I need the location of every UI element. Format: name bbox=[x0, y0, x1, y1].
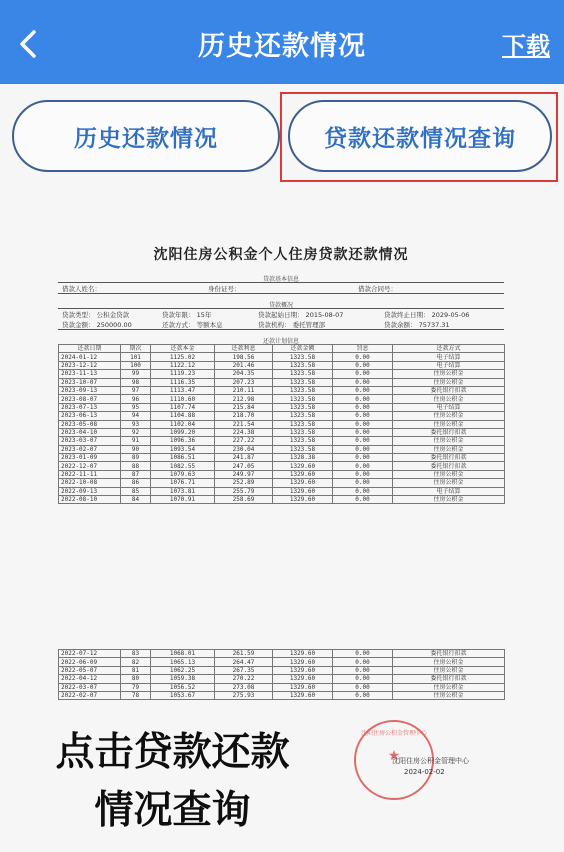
table-row bbox=[59, 650, 505, 658]
table-row bbox=[59, 487, 505, 495]
table-cell: 2022-12-07 bbox=[59, 462, 121, 470]
instruction-caption bbox=[0, 724, 345, 840]
table-cell: 1099.20 bbox=[151, 428, 215, 436]
column-header: 还款本金 bbox=[151, 345, 215, 353]
table-cell: 2023-07-13 bbox=[59, 403, 121, 411]
table-cell: 2022-02-07 bbox=[59, 691, 121, 699]
table-cell: 2023-10-07 bbox=[59, 378, 121, 386]
table-cell: 0.00 bbox=[333, 437, 393, 445]
table-cell: 1086.51 bbox=[151, 454, 215, 462]
table-cell: 87 bbox=[121, 470, 151, 478]
table-cell: 1073.81 bbox=[151, 487, 215, 495]
table-cell: 0.00 bbox=[333, 691, 393, 699]
table-cell: 1113.47 bbox=[151, 386, 215, 394]
table-cell: 住房公积金 bbox=[393, 683, 505, 691]
loan-start-date: 贷款起始日期： 2015-08-07 bbox=[258, 310, 344, 319]
table-cell: 2023-06-13 bbox=[59, 412, 121, 420]
table-cell: 230.04 bbox=[215, 445, 273, 453]
table-cell: 207.23 bbox=[215, 378, 273, 386]
repayment-document-continued bbox=[58, 649, 504, 700]
table-cell: 1329.60 bbox=[273, 462, 333, 470]
section-basic-info: 贷款基本信息 bbox=[262, 276, 299, 283]
caption-line-2: 情况查询 bbox=[94, 788, 251, 833]
table-cell: 电子结算 bbox=[393, 353, 505, 361]
table-row bbox=[59, 445, 505, 453]
table-cell: 住房公积金 bbox=[393, 420, 505, 428]
table-cell: 1323.58 bbox=[273, 403, 333, 411]
table-cell: 1323.58 bbox=[273, 420, 333, 428]
table-cell: 1102.04 bbox=[151, 420, 215, 428]
table-cell: 101 bbox=[121, 353, 151, 361]
table-cell: 0.00 bbox=[333, 487, 393, 495]
table-row bbox=[59, 675, 505, 683]
table-cell: 1323.58 bbox=[273, 412, 333, 420]
table-cell: 2022-04-12 bbox=[59, 675, 121, 683]
table-row bbox=[59, 403, 505, 411]
table-cell: 252.89 bbox=[215, 479, 273, 487]
table-cell: 90 bbox=[121, 445, 151, 453]
table-row bbox=[59, 361, 505, 369]
table-cell: 1323.58 bbox=[273, 437, 333, 445]
table-cell: 215.84 bbox=[215, 403, 273, 411]
table-cell: 2022-06-09 bbox=[59, 658, 121, 666]
table-cell: 0.00 bbox=[333, 462, 393, 470]
table-row bbox=[59, 437, 505, 445]
table-row bbox=[59, 496, 505, 504]
table-cell: 1110.60 bbox=[151, 395, 215, 403]
table-cell: 0.00 bbox=[333, 428, 393, 436]
table-cell: 2023-12-12 bbox=[59, 361, 121, 369]
table-cell: 2023-02-07 bbox=[59, 445, 121, 453]
table-row bbox=[59, 378, 505, 386]
table-cell: 100 bbox=[121, 361, 151, 369]
loan-overview-row-1 bbox=[58, 309, 504, 319]
table-cell: 1082.55 bbox=[151, 462, 215, 470]
borrower-name-label: 借款人姓名： bbox=[62, 284, 101, 293]
table-cell: 0.00 bbox=[333, 353, 393, 361]
table-cell: 247.05 bbox=[215, 462, 273, 470]
tab-loan-repayment-query[interactable]: 贷款还款情况查询 bbox=[288, 100, 552, 172]
loan-amount: 贷款金额： 250000.00 bbox=[62, 320, 132, 329]
seal-text: 沈阳住房公积金管理中心 bbox=[360, 730, 427, 737]
table-row bbox=[59, 462, 505, 470]
table-cell: 0.00 bbox=[333, 496, 393, 504]
table-cell: 1119.23 bbox=[151, 370, 215, 378]
tab-history-repayment[interactable]: 历史还款情况 bbox=[12, 100, 280, 172]
table-cell: 2023-09-13 bbox=[59, 386, 121, 394]
table-cell: 1062.25 bbox=[151, 666, 215, 674]
table-cell: 0.00 bbox=[333, 666, 393, 674]
table-cell: 1096.36 bbox=[151, 437, 215, 445]
column-header: 还款日期 bbox=[59, 345, 121, 353]
table-cell: 227.22 bbox=[215, 437, 273, 445]
table-row bbox=[59, 691, 505, 699]
loan-agency: 贷款机构： 委托管理部 bbox=[258, 320, 326, 329]
table-cell: 0.00 bbox=[333, 420, 393, 428]
repayment-document bbox=[58, 244, 504, 504]
table-cell: 267.35 bbox=[215, 666, 273, 674]
table-cell: 93 bbox=[121, 420, 151, 428]
table-cell: 275.93 bbox=[215, 691, 273, 699]
table-cell: 1116.35 bbox=[151, 378, 215, 386]
table-cell: 0.00 bbox=[333, 683, 393, 691]
table-cell: 255.79 bbox=[215, 487, 273, 495]
table-cell: 273.08 bbox=[215, 683, 273, 691]
table-cell: 2023-04-10 bbox=[59, 428, 121, 436]
table-cell: 委托银行扣款 bbox=[393, 454, 505, 462]
table-cell: 2022-10-08 bbox=[59, 479, 121, 487]
table-cell: 1329.60 bbox=[273, 479, 333, 487]
table-cell: 2022-11-11 bbox=[59, 470, 121, 478]
loan-overview-row-2 bbox=[58, 319, 504, 329]
divider bbox=[58, 293, 504, 294]
table-cell: 住房公积金 bbox=[393, 691, 505, 699]
table-cell: 2023-01-09 bbox=[59, 454, 121, 462]
table-row bbox=[59, 658, 505, 666]
repayment-table-top bbox=[58, 344, 505, 504]
table-cell: 204.35 bbox=[215, 370, 273, 378]
table-cell: 86 bbox=[121, 479, 151, 487]
table-cell: 99 bbox=[121, 370, 151, 378]
column-header: 期次 bbox=[121, 345, 151, 353]
table-cell: 2023-08-07 bbox=[59, 395, 121, 403]
table-header-row bbox=[59, 345, 505, 353]
table-cell: 224.38 bbox=[215, 428, 273, 436]
table-cell: 1068.01 bbox=[151, 650, 215, 658]
table-cell: 住房公积金 bbox=[393, 496, 505, 504]
table-cell: 1329.60 bbox=[273, 666, 333, 674]
table-cell: 249.97 bbox=[215, 470, 273, 478]
table-cell: 84 bbox=[121, 496, 151, 504]
table-cell: 264.47 bbox=[215, 658, 273, 666]
table-cell: 97 bbox=[121, 386, 151, 394]
issuing-date: 2024-02-02 bbox=[404, 768, 445, 776]
table-row bbox=[59, 353, 505, 361]
table-cell: 0.00 bbox=[333, 470, 393, 478]
table-cell: 210.11 bbox=[215, 386, 273, 394]
table-cell: 94 bbox=[121, 412, 151, 420]
table-cell: 0.00 bbox=[333, 361, 393, 369]
table-cell: 委托银行扣款 bbox=[393, 386, 505, 394]
table-cell: 1323.58 bbox=[273, 361, 333, 369]
table-row bbox=[59, 428, 505, 436]
table-row bbox=[59, 470, 505, 478]
table-cell: 1323.58 bbox=[273, 370, 333, 378]
table-cell: 1323.58 bbox=[273, 428, 333, 436]
table-cell: 0.00 bbox=[333, 650, 393, 658]
table-cell: 电子结算 bbox=[393, 361, 505, 369]
borrower-info-row bbox=[58, 283, 504, 293]
table-cell: 2022-03-07 bbox=[59, 683, 121, 691]
table-cell: 1093.54 bbox=[151, 445, 215, 453]
top-navigation-bar bbox=[0, 0, 564, 84]
table-cell: 1056.52 bbox=[151, 683, 215, 691]
table-cell: 88 bbox=[121, 462, 151, 470]
table-cell: 1070.91 bbox=[151, 496, 215, 504]
table-cell: 住房公积金 bbox=[393, 395, 505, 403]
table-cell: 241.87 bbox=[215, 454, 273, 462]
table-cell: 212.98 bbox=[215, 395, 273, 403]
loan-term: 贷款年限： 15年 bbox=[162, 310, 212, 319]
table-row bbox=[59, 666, 505, 674]
column-header: 罚息 bbox=[333, 345, 393, 353]
table-cell: 0.00 bbox=[333, 412, 393, 420]
table-cell: 2022-05-07 bbox=[59, 666, 121, 674]
highlight-annotation-box bbox=[280, 92, 558, 182]
table-row bbox=[59, 454, 505, 462]
table-cell: 261.59 bbox=[215, 650, 273, 658]
table-cell: 1329.60 bbox=[273, 658, 333, 666]
table-cell: 住房公积金 bbox=[393, 470, 505, 478]
table-cell: 95 bbox=[121, 403, 151, 411]
table-cell: 83 bbox=[121, 650, 151, 658]
table-cell: 2023-05-08 bbox=[59, 420, 121, 428]
table-cell: 0.00 bbox=[333, 675, 393, 683]
table-cell: 1329.60 bbox=[273, 496, 333, 504]
table-cell: 91 bbox=[121, 437, 151, 445]
table-cell: 92 bbox=[121, 428, 151, 436]
star-icon: ★ bbox=[387, 748, 401, 764]
table-cell: 1059.38 bbox=[151, 675, 215, 683]
table-cell: 79 bbox=[121, 683, 151, 691]
table-cell: 1329.60 bbox=[273, 470, 333, 478]
table-row bbox=[59, 412, 505, 420]
loan-end-date: 贷款终止日期： 2029-05-06 bbox=[384, 310, 470, 319]
table-cell: 82 bbox=[121, 658, 151, 666]
repayment-method: 还款方式： 等额本息 bbox=[162, 320, 223, 329]
table-cell: 198.56 bbox=[215, 353, 273, 361]
table-cell: 0.00 bbox=[333, 454, 393, 462]
table-cell: 2023-03-07 bbox=[59, 437, 121, 445]
table-cell: 住房公积金 bbox=[393, 412, 505, 420]
table-cell: 2022-08-10 bbox=[59, 496, 121, 504]
id-number-label: 身份证号： bbox=[208, 284, 241, 293]
loan-type: 贷款类型： 公积金贷款 bbox=[62, 310, 130, 319]
column-header: 还款金额 bbox=[273, 345, 333, 353]
table-cell: 委托银行扣款 bbox=[393, 428, 505, 436]
column-header: 还款利息 bbox=[215, 345, 273, 353]
loan-balance: 贷款余额： 75737.31 bbox=[384, 320, 450, 329]
caption-line-1: 点击贷款还款 bbox=[55, 730, 290, 775]
table-row bbox=[59, 386, 505, 394]
section-loan-overview: 贷款概况 bbox=[268, 302, 293, 309]
table-cell: 2023-11-13 bbox=[59, 370, 121, 378]
table-cell: 1329.60 bbox=[273, 650, 333, 658]
table-cell: 1053.67 bbox=[151, 691, 215, 699]
table-cell: 0.00 bbox=[333, 445, 393, 453]
table-cell: 1323.58 bbox=[273, 353, 333, 361]
table-cell: 1122.12 bbox=[151, 361, 215, 369]
table-cell: 0.00 bbox=[333, 378, 393, 386]
table-cell: 住房公积金 bbox=[393, 479, 505, 487]
column-header: 还款方式 bbox=[393, 345, 505, 353]
table-cell: 委托银行扣款 bbox=[393, 650, 505, 658]
table-cell: 住房公积金 bbox=[393, 378, 505, 386]
page-title: 历史还款情况 bbox=[198, 31, 366, 62]
table-cell: 1323.58 bbox=[273, 386, 333, 394]
table-cell: 住房公积金 bbox=[393, 666, 505, 674]
table-cell: 2022-07-12 bbox=[59, 650, 121, 658]
table-row bbox=[59, 683, 505, 691]
repayment-table-bottom bbox=[58, 649, 505, 700]
table-cell: 委托银行扣款 bbox=[393, 675, 505, 683]
section-repayment-plan: 还款计划信息 bbox=[262, 338, 299, 345]
table-cell: 89 bbox=[121, 454, 151, 462]
table-cell: 0.00 bbox=[333, 395, 393, 403]
table-cell: 电子结算 bbox=[393, 487, 505, 495]
table-cell: 1329.60 bbox=[273, 691, 333, 699]
table-cell: 1329.60 bbox=[273, 487, 333, 495]
table-cell: 1323.58 bbox=[273, 378, 333, 386]
document-title: 沈阳住房公积金个人住房贷款还款情况 bbox=[153, 247, 409, 263]
table-cell: 98 bbox=[121, 378, 151, 386]
table-cell: 0.00 bbox=[333, 479, 393, 487]
table-cell: 270.22 bbox=[215, 675, 273, 683]
table-cell: 1125.02 bbox=[151, 353, 215, 361]
table-cell: 81 bbox=[121, 666, 151, 674]
table-cell: 1323.58 bbox=[273, 395, 333, 403]
contract-number-label: 借款合同号： bbox=[358, 284, 397, 293]
table-cell: 1329.60 bbox=[273, 683, 333, 691]
table-cell: 0.00 bbox=[333, 658, 393, 666]
table-cell: 96 bbox=[121, 395, 151, 403]
main-content bbox=[0, 84, 564, 852]
table-cell: 0.00 bbox=[333, 403, 393, 411]
table-cell: 1328.38 bbox=[273, 454, 333, 462]
table-row bbox=[59, 370, 505, 378]
table-cell: 0.00 bbox=[333, 386, 393, 394]
table-cell: 1079.63 bbox=[151, 470, 215, 478]
table-row bbox=[59, 479, 505, 487]
table-cell: 218.70 bbox=[215, 412, 273, 420]
table-cell: 住房公积金 bbox=[393, 658, 505, 666]
table-cell: 1104.88 bbox=[151, 412, 215, 420]
issuing-center-name: 沈阳住房公积金管理中心 bbox=[392, 757, 469, 765]
table-cell: 2024-01-12 bbox=[59, 353, 121, 361]
download-button[interactable]: 下载 bbox=[502, 32, 550, 60]
table-cell: 201.46 bbox=[215, 361, 273, 369]
table-cell: 258.69 bbox=[215, 496, 273, 504]
table-row bbox=[59, 420, 505, 428]
table-cell: 221.54 bbox=[215, 420, 273, 428]
table-cell: 80 bbox=[121, 675, 151, 683]
table-row bbox=[59, 395, 505, 403]
table-cell: 1076.71 bbox=[151, 479, 215, 487]
table-cell: 住房公积金 bbox=[393, 437, 505, 445]
table-cell: 委托银行扣款 bbox=[393, 462, 505, 470]
table-cell: 2022-09-13 bbox=[59, 487, 121, 495]
table-cell: 电子结算 bbox=[393, 403, 505, 411]
table-cell: 1323.58 bbox=[273, 445, 333, 453]
table-cell: 1329.60 bbox=[273, 675, 333, 683]
divider bbox=[58, 329, 504, 330]
table-cell: 1107.74 bbox=[151, 403, 215, 411]
table-cell: 1065.13 bbox=[151, 658, 215, 666]
table-cell: 85 bbox=[121, 487, 151, 495]
table-cell: 78 bbox=[121, 691, 151, 699]
table-cell: 住房公积金 bbox=[393, 445, 505, 453]
table-cell: 0.00 bbox=[333, 370, 393, 378]
table-cell: 住房公积金 bbox=[393, 370, 505, 378]
